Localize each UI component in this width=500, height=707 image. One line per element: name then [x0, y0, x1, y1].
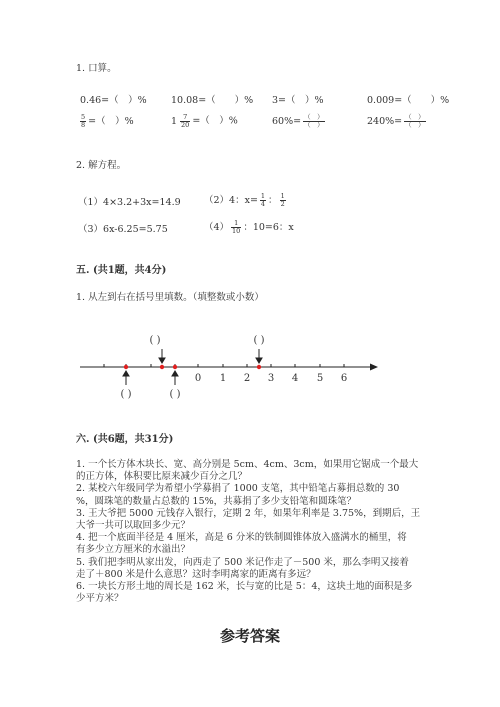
oral-calc-title: 1. 口算。 — [76, 63, 117, 74]
calc-item-percent: 240%= $\frac{( )}{( )}$ — [367, 113, 425, 129]
down-arrow-icon — [159, 358, 165, 363]
equation: （4） $\frac{1}{10}$ ：10=6：x — [204, 219, 294, 235]
point-marker — [124, 365, 128, 369]
problem-line: 少平方米？ — [76, 593, 124, 605]
answer-blank: ( ) — [253, 335, 265, 346]
problem-line: 6. 一块长方形土地的周长是 162 米，长与宽的比是 5：4，这块土地的面积是多 — [76, 581, 413, 593]
fraction: $\frac{( )}{( )}$ — [405, 113, 425, 129]
calc-item-fraction: $\frac{5}{8}$ =（ ）% — [81, 113, 134, 129]
problem-line: %，圆珠笔的数量占总数的 15%，共募捐了多少支铅笔和圆珠笔？ — [76, 495, 357, 507]
point-marker — [257, 365, 261, 369]
calc-item: 3=（ ）% — [272, 95, 324, 106]
problem-line: 有多少立方厘米的水溢出？ — [76, 544, 191, 556]
answer-blank: ( ) — [149, 335, 161, 346]
tick-label: 6 — [340, 373, 348, 384]
problem-line: 1. 一个长方体木块长、宽、高分别是 5cm、4cm、3cm，如果用它锯成一个最大 — [76, 459, 419, 470]
tick-label: 0 — [194, 373, 202, 384]
answer-blank: ( ) — [120, 389, 132, 400]
problem-line: 走了＋800 米是什么意思？这时李明离家的距离有多远？ — [76, 568, 316, 580]
section-heading: 五. (共1题，共4分) — [76, 265, 167, 276]
tick-label: 4 — [291, 373, 299, 384]
calc-item: 0.009=（ ）% — [367, 95, 450, 106]
up-arrow-icon — [123, 371, 129, 376]
word-problems — [76, 459, 426, 605]
fraction: $\frac{7}{20}$ — [181, 113, 190, 129]
tick-label: 2 — [243, 373, 251, 384]
equation: （1）4×3.2+3x=14.9 — [78, 197, 181, 208]
point-marker — [160, 365, 164, 369]
fraction: $\frac{1}{4}$ — [260, 192, 266, 208]
problem-line: 的正方体，体积要比原来减少百分之几？ — [76, 471, 248, 483]
calc-item-mixed: 1 $\frac{7}{20}$ =（ ）% — [171, 113, 238, 129]
tick-label: 1 — [219, 373, 227, 384]
calc-item: 0.46=（ ）% — [80, 95, 147, 106]
answer-blank: ( ) — [169, 389, 181, 400]
section-heading: 六. (共6题，共31分) — [76, 434, 174, 445]
problem-line: 2. 某校六年级同学为希望小学募捐了 1000 支笔，其中铅笔占募捐总数的 30 — [76, 483, 400, 495]
calc-item-percent: 60%= $\frac{( )}{( )}$ — [272, 113, 324, 129]
fraction: $\frac{1}{2}$ — [280, 192, 285, 208]
problem-line: 4. 把一个底面半径是 4 厘米，高是 6 分米的铁制圆锥体放入盛满水的桶里，将 — [76, 532, 407, 544]
problem-line: 3. 王大爷把 5000 元钱存入银行，定期 2 年，如果年利率是 3.75%，到期后，王 — [76, 507, 421, 519]
calc-item: 10.08=（ ）% — [171, 95, 254, 106]
question-text: 1. 从左到右在括号里填数。（填整数或小数） — [76, 292, 264, 303]
fraction: $\frac{5}{8}$ — [81, 113, 86, 129]
fraction: $\frac{( )}{( )}$ — [304, 113, 324, 129]
up-arrow-icon — [172, 371, 178, 376]
equation: （2）4：x= $\frac{1}{4}$ ： $\frac{1}{2}$ — [204, 192, 285, 208]
fraction: $\frac{1}{10}$ — [232, 219, 241, 235]
equation: （3）6x-6.25=5.75 — [78, 224, 168, 235]
tick-label: 5 — [316, 373, 324, 384]
problem-line: 5. 我们把李明从家出发，向西走了 500 米记作走了－500 米，那么李明又接着 — [76, 556, 409, 568]
down-arrow-icon — [256, 358, 262, 363]
answer-title: 参考答案 — [219, 627, 280, 645]
problem-line: 大爷一共可以取回多少元？ — [76, 520, 191, 532]
equation-title: 2. 解方程。 — [76, 160, 127, 171]
tick-label: 3 — [267, 373, 275, 384]
point-marker — [173, 365, 177, 369]
axis-arrow-icon — [370, 364, 378, 371]
